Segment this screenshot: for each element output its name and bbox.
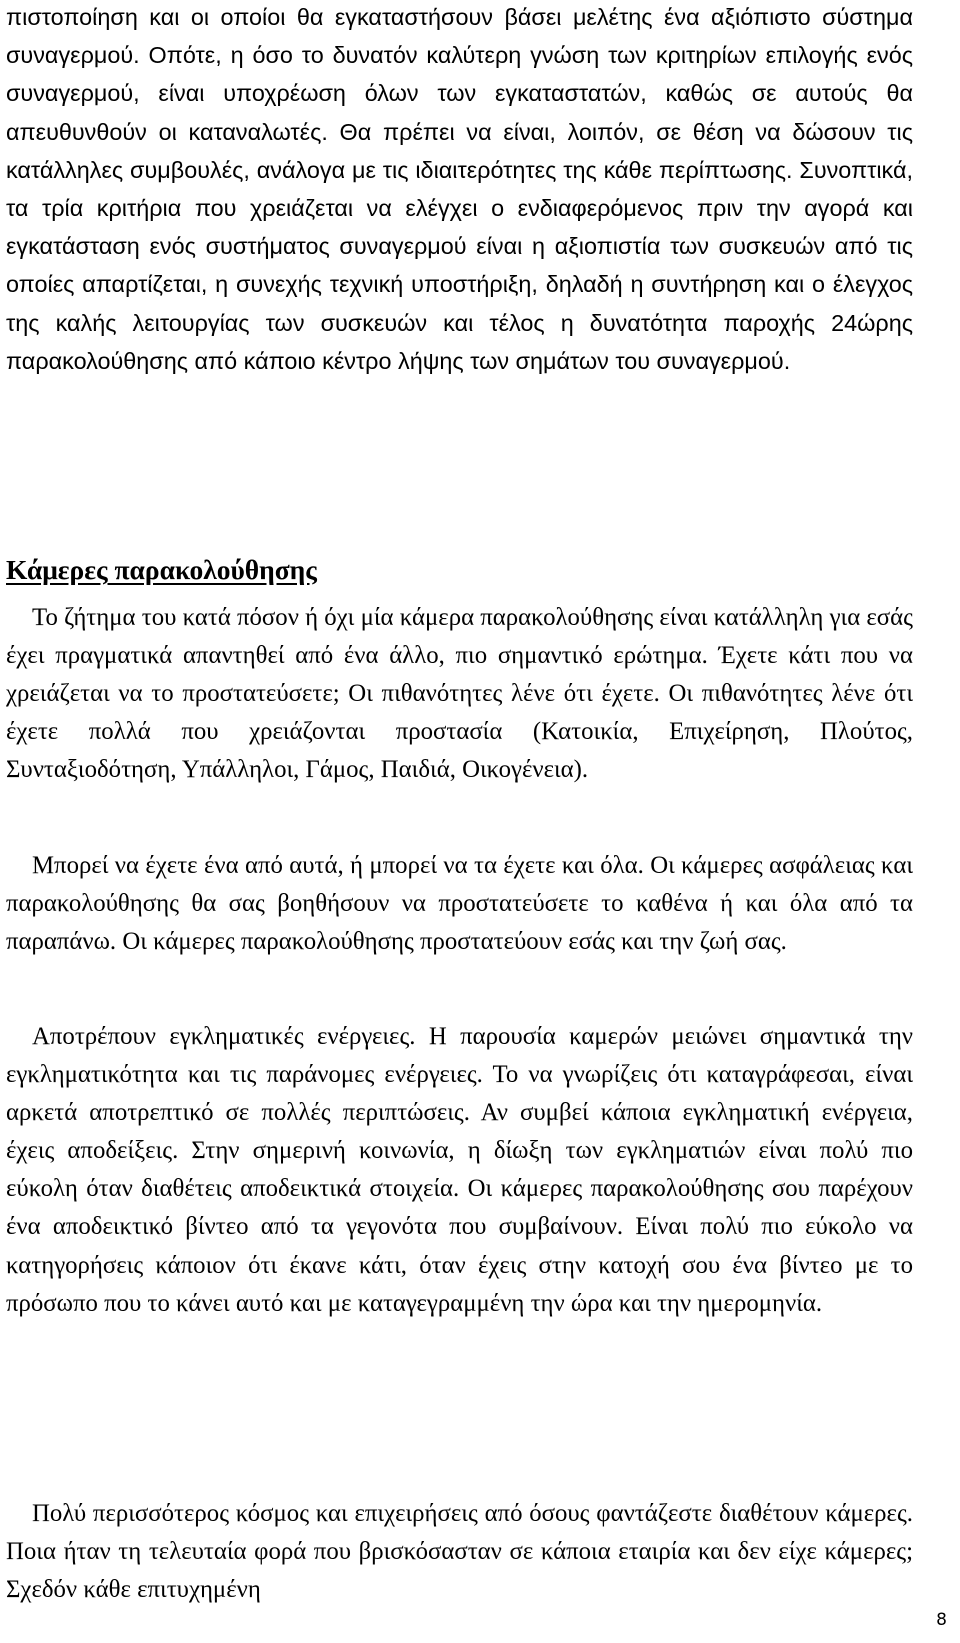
paragraph-protect-everything: Μπορεί να έχετε ένα από αυτά, ή μπορεί να τα έχετε και όλα. Οι κάμερες ασφάλειας και παρακολούθησης θα σας βοηθήσουν να προστατεύσετε το καθένα ή και όλα από τα παραπάνω. Οι κάμερες παρακολούθησης προστατεύουν εσάς και την ζωή σας.: [6, 852, 913, 956]
paragraph-deter-crime: Αποτρέπουν εγκληματικές ενέργειες. Η παρουσία καμερών μειώνει σημαντικά την εγκληματικότητα και τις παράνομες ενέργειες. Το να γνωρίζεις ότι καταγράφεσαι, είναι αρκετά αποτρεπτικό σε πολλές περιπτώσεις. Αν συμβεί κάποια εγκληματική ενέργεια, έχεις αποδείξεις. Στην σημερινή κοινωνία, η δίωξη των εγκληματιών είναι πολύ πιο εύκολη όταν διαθέτεις αποδεικτικά στοιχεία. Οι κάμερες παρακολούθησης σου παρέχουν ένα αποδεικτικό βίντεο από τα γεγονότα που συμβαίνουν. Είναι πολύ πιο εύκολο να κατηγορήσεις κάποιον ότι έκανε κάτι, όταν έχεις στην κατοχή σου ένα βίντεο με το πρόσωπο που το κάνει αυτό και με καταγεγραμμένη την ώρα και την ημερομηνία.: [6, 1023, 913, 1317]
paragraph-protection-question: Το ζήτημα του κατά πόσον ή όχι μία κάμερα παρακολούθησης είναι κατάλληλη για εσάς έχει πραγματικά απαντηθεί από ένα άλλο, πιο σημαντικό ερώτημα. Έχετε κάτι που να χρειάζεται να το προστατεύσετε; Οι πιθανότητες λένε ότι έχετε. Οι πιθανότητες λένε ότι έχετε πολλά που χρειάζονται προστασία (Κατοικία, Επιχείρηση, Πλούτος, Συνταξιοδότηση, Υπάλληλοι, Γάμος, Παιδιά, Οικογένεια).: [6, 604, 913, 784]
section-heading: Κάμερες παρακολούθησης: [6, 554, 317, 585]
page-number: 8: [936, 1610, 947, 1630]
paragraph-businesses-cameras: Πολύ περισσότερος κόσμος και επιχειρήσεις από όσους φαντάζεστε διαθέτουν κάμερες. Ποια ήταν τη τελευταία φορά που βρισκόσασταν σε κάποια εταιρία και δεν είχε κάμερες; Σχεδόν κάθε επιτυχημένη: [6, 1500, 913, 1604]
intro-paragraph: πιστοποίηση και οι οποίοι θα εγκαταστήσουν βάσει μελέτης ένα αξιόπιστο σύστημα συναγερμού. Οπότε, η όσο το δυνατόν καλύτερη γνώση των κριτηρίων επιλογής ενός συναγερμού, είναι υποχρέωση όλων των εγκαταστατών, καθώς σε αυτούς θα απευθυνθούν οι καταναλωτές. Θα πρέπει να είναι, λοιπόν, σε θέση να δώσουν τις κατάλληλες συμβουλές, ανάλογα με τις ιδιαιτερότητες της κάθε περίπτωσης. Συνοπτικά, τα τρία κριτήρια που χρειάζεται να ελέγχει ο ενδιαφερόμενος πριν την αγορά και εγκατάσταση ενός συστήματος συναγερμού είναι η αξιοπιστία των συσκευών από τις οποίες απαρτίζεται, η συνεχής τεχνική υποστήριξη, δηλαδή η συντήρηση και ο έλεγχος της καλής λειτουργίας των συσκευών και τέλος η δυνατότητα παροχής 24ώρης παρακολούθησης από κάποιο κέντρο λήψης των σημάτων του συναγερμού.: [6, 4, 913, 374]
